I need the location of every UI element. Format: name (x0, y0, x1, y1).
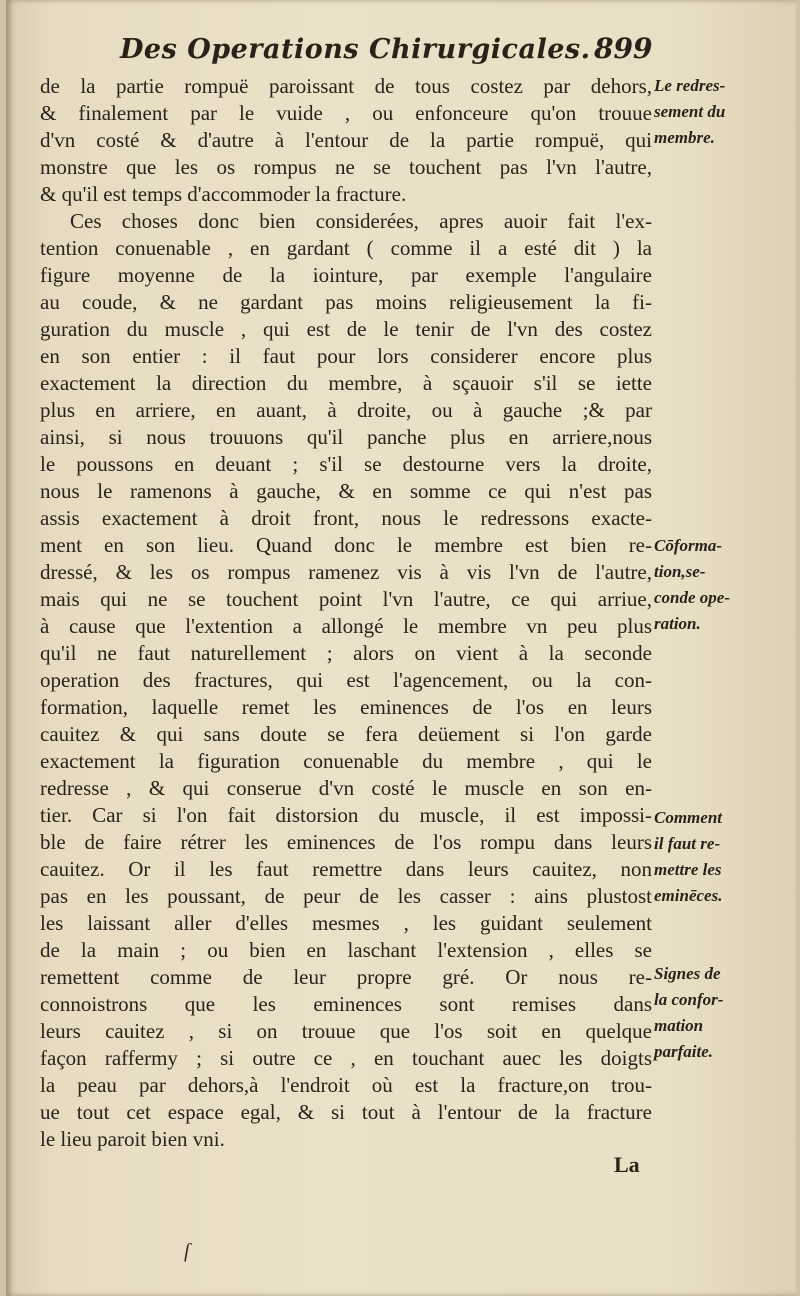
text-line: le lieu paroit bien vni. (40, 1127, 225, 1151)
text-line: & qu'il est temps d'accommoder la fracture. (40, 182, 407, 206)
text-line: ainsi, si nous trouuons qu'il panche plus en arriere,nous (40, 425, 652, 449)
text-line: les laissant aller d'elles mesmes , les guidant seulement (40, 911, 652, 935)
margin-note-line: mation (654, 1016, 704, 1035)
text-line: exactement la figuration conuenable du membre , qui le (40, 749, 652, 773)
text-line: redresse , & qui conserue d'vn costé le muscle en son en- (40, 776, 652, 800)
text-line: de la partie rompuë paroissant de tous costez par dehors, (40, 74, 652, 98)
text-line: d'vn costé & d'autre à l'entour de la partie rompuë, qui (40, 128, 652, 152)
text-line: operation des fractures, qui est l'agencement, ou la con- (40, 668, 652, 692)
text-line: tention conuenable , en gardant ( comme il a esté dit ) la (40, 236, 652, 260)
text-line: pas en les poussant, de peur de les casser : ains plustost (40, 884, 652, 908)
margin-note-line: membre. (654, 128, 715, 147)
text-line: assis exactement à droit front, nous le redressons exacte- (40, 506, 652, 530)
text-line: façon raffermy ; si outre ce , en touchant auec les doigts (40, 1046, 652, 1070)
text-line: de la main ; ou bien en laschant l'extension , elles se (40, 938, 652, 962)
margin-note-line: Signes de (654, 964, 721, 983)
text-line: remettent comme de leur propre gré. Or nous re- (40, 965, 652, 989)
text-line: cauitez & qui sans doute se fera deüement si l'on garde (40, 722, 652, 746)
text-line: ue tout cet espace egal, & si tout à l'entour de la fracture (40, 1100, 652, 1124)
text-line: en son entier : il faut pour lors considerer encore plus (40, 344, 652, 368)
text-line: dressé, & les os rompus ramenez vis à vis l'vn de l'autre, (40, 560, 652, 584)
margin-note-line: la confor- (654, 990, 724, 1009)
margin-note-line: eminēces. (654, 886, 723, 905)
text-line: & finalement par le vuide , ou enfonceure qu'on trouue (40, 101, 652, 125)
margin-note-line: Le redres- (654, 76, 726, 95)
text-line: ment en son lieu. Quand donc le membre est bien re- (40, 533, 652, 557)
margin-note-line: conde ope- (654, 588, 731, 607)
text-line: connoistrons que les eminences sont remises dans (40, 992, 652, 1016)
catchword: La (614, 1152, 640, 1177)
text-line: plus en arriere, en auant, à droite, ou à gauche ;& par (40, 398, 652, 422)
text-line: au coude, & ne gardant pas moins religieusement la fi- (40, 290, 652, 314)
body-text (40, 73, 652, 1153)
margin-note (654, 73, 800, 151)
text-line: mais qui ne se touchent point l'vn l'autre, ce qui arriue, (40, 587, 652, 611)
text-line: cauitez. Or il les faut remettre dans leurs cauitez, non (40, 857, 652, 881)
text-line: leurs cauitez , si on trouue que l'os soit en quelque (40, 1019, 652, 1043)
margin-note-line: ration. (654, 614, 701, 633)
text-line: figure moyenne de la iointure, par exemple l'angulaire (40, 263, 652, 287)
page-header (66, 30, 706, 74)
margin-note-line: il faut re- (654, 834, 721, 853)
text-line: nous le ramenons à gauche, & en somme ce qui n'est pas (40, 479, 652, 503)
margin-note (654, 961, 800, 1065)
margin-note-line: tion,se- (654, 562, 706, 581)
text-line: Ces choses donc bien considerées, apres auoir fait l'ex- (70, 209, 652, 233)
page-number: 899 (594, 32, 653, 65)
text-line: tier. Car si l'on fait distorsion du muscle, il est impossi- (40, 803, 652, 827)
margin-note-line: mettre les (654, 860, 722, 879)
text-line: ble de faire rétrer les eminences de l'os rompu dans leurs (40, 830, 652, 854)
running-title: Des Operations Chirurgicales. (120, 34, 591, 65)
margin-note (654, 805, 800, 909)
text-line: la peau par dehors,à l'endroit où est la fracture,on trou- (40, 1073, 652, 1097)
margin-note-line: Cōforma- (654, 536, 722, 555)
text-line: le poussons en deuant ; s'il se destourne vers la droite, (40, 452, 652, 476)
margin-note-line: Comment (654, 808, 723, 827)
text-line: formation, laquelle remet les eminences de l'os en leurs (40, 695, 652, 719)
text-line: guration du muscle , qui est de le tenir de l'vn des costez (40, 317, 652, 341)
text-line: à cause que l'extention a allongé le membre vn peu plus (40, 614, 652, 638)
margin-note (654, 533, 800, 637)
text-line: exactement la direction du membre, à sçauoir s'il se iette (40, 371, 652, 395)
text-line: qu'il ne faut naturellement ; alors on vient à la seconde (40, 641, 652, 665)
margin-note-line: sement du (654, 102, 726, 121)
text-line: monstre que les os rompus ne se touchent pas l'vn l'autre, (40, 155, 652, 179)
book-page (6, 0, 796, 1296)
signature-mark: ſ (184, 1240, 190, 1262)
margin-note-line: parfaite. (654, 1042, 714, 1061)
